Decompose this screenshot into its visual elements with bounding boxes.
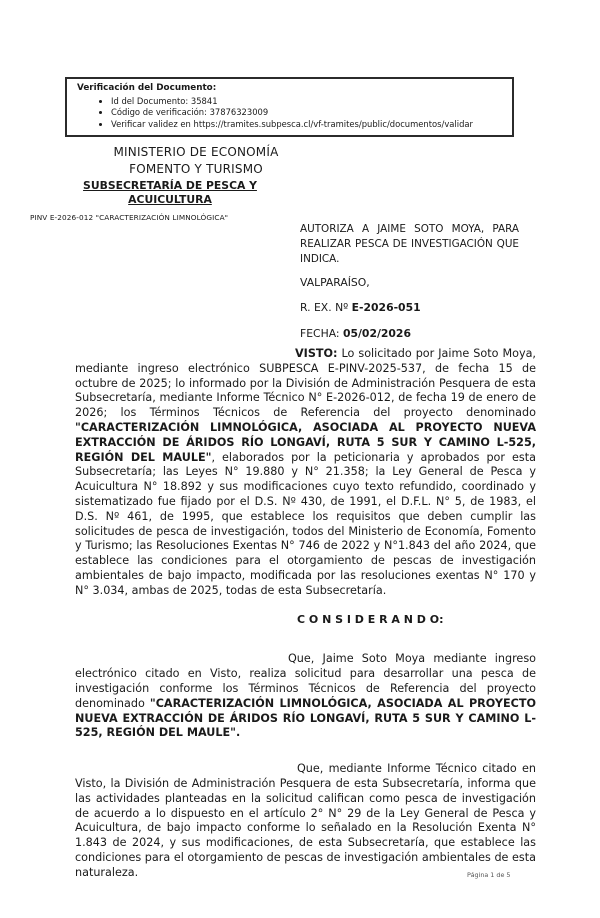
visto-text-2: , elaborados por la peticionaria y aprobados por esta Subsecretaría; las Leyes N° 19.880 y N° 21.358; la Ley General de Pesca y Acuicultura N° 18.892 y sus modificaciones cuyo texto refundido, coordinado y sistematizado fue fijado por el D.S. Nº 430, de 1991, el D.F.L. N° 5, de 1983, el D.S. Nº 461, de 1995, que establece los requisitos que deben cumplir las solicitudes de pesca de investigación, todos del Ministerio de Economía, Fomento y Turismo; las Resoluciones Exentas N° 746 de 2022 y N°1.843 del año 2024, que establece las condiciones para el otorgamiento de pescas de investigación ambientales de bajo impacto, modificada por las resoluciones exentas N° 170 y N° 3.034, ambas de 2025, todas de esta Subsecretaría. — [75, 450, 536, 597]
city-line: VALPARAÍSO, — [300, 276, 370, 289]
project-reference: PINV E-2026-012 "CARACTERIZACIÓN LIMNOLÓGICA" — [30, 213, 229, 222]
ministry-line-1: MINISTERIO DE ECONOMÍA — [113, 145, 279, 159]
visto-label: VISTO: — [295, 347, 338, 360]
page-number-indicator: Página 1 de 5 — [467, 871, 511, 879]
ministry-line-2: FOMENTO Y TURISMO — [129, 161, 263, 176]
date-value: 05/02/2026 — [342, 327, 411, 340]
resolution-subject: AUTORIZA A JAIME SOTO MOYA, PARA REALIZAR PESCA DE INVESTIGACIÓN QUE INDICA. — [300, 223, 519, 266]
verification-list — [77, 96, 504, 131]
verification-url: • Verificar validez en https://tramites.subpesca.cl/vf-tramites/public/documentos/validar — [111, 119, 504, 131]
visto-paragraph — [75, 347, 536, 599]
date-line — [300, 327, 411, 340]
verification-box — [65, 77, 514, 137]
verification-document-id: • Id del Documento: 35841 — [111, 96, 504, 108]
subsecretaria-line-2: ACUICULTURA — [128, 192, 212, 206]
date-label: FECHA: — [300, 327, 340, 340]
visto-text-1: Lo solicitado por Jaime Soto Moya, mediante ingreso electrónico SUBPESCA E-PINV-2025-537, de fecha 15 de octubre de 2025; lo informado por la División de Administración Pesquera de esta Subsecretaría, mediante Informe Técnico N° E-2026-012, de fecha 19 de enero de 2026; los Términos Técnicos de Referencia del proyecto denominado — [75, 347, 536, 420]
ministry-header — [60, 144, 332, 177]
considerando-paragraph-1 — [75, 652, 536, 741]
resolution-number-label: R. EX. Nº — [300, 301, 349, 314]
considerando-heading: C O N S I D E R A N D O: — [297, 612, 444, 626]
resolution-number-line — [300, 301, 421, 314]
resolution-number-value: E-2026-051 — [351, 301, 421, 314]
considerando-paragraph-2: Que, mediante Informe Técnico citado en Visto, la División de Administración Pesquera de esta Subsecretaría, informa que las actividades planteadas en la solicitud califican como pesca de investigación de acuerdo a lo dispuesto en el artículo 2° N° 29 de la Ley General de Pesca y Acuicultura, de bajo impacto conforme lo señalado en la Resolución Exenta N° 1.843 de 2024, y sus modificaciones, de esta Subsecretaría, que establece las condiciones para el otorgamiento de pescas de investigación ambientales de esta naturaleza. — [75, 762, 536, 879]
verification-code: • Código de verificación: 37876323009 — [111, 107, 504, 119]
resolution-body — [75, 347, 536, 881]
subsecretaria-header — [40, 179, 300, 206]
considerando-1-project-title: "CARACTERIZACIÓN LIMNOLÓGICA, ASOCIADA AL PROYECTO NUEVA EXTRACCIÓN DE ÁRIDOS RÍO LONGAVÍ, RUTA 5 SUR Y CAMINO L-525, REGIÓN DEL MAULE". — [75, 696, 536, 740]
considerando-1-text: Que, Jaime Soto Moya mediante ingreso electrónico citado en Visto, realiza solicitud para desarrollar una pesca de investigación conforme los Términos Técnicos de Referencia del proyecto denominado — [75, 652, 536, 710]
verification-box-title: Verificación del Documento: — [77, 83, 217, 93]
subsecretaria-line-1: SUBSECRETARÍA DE PESCA Y — [83, 179, 257, 192]
visto-project-title: "CARACTERIZACIÓN LIMNOLÓGICA, ASOCIADA AL PROYECTO NUEVA EXTRACCIÓN DE ÁRIDOS RÍO LONGAVÍ, RUTA 5 SUR Y CAMINO L-525, REGIÓN DEL MAULE" — [75, 420, 536, 464]
